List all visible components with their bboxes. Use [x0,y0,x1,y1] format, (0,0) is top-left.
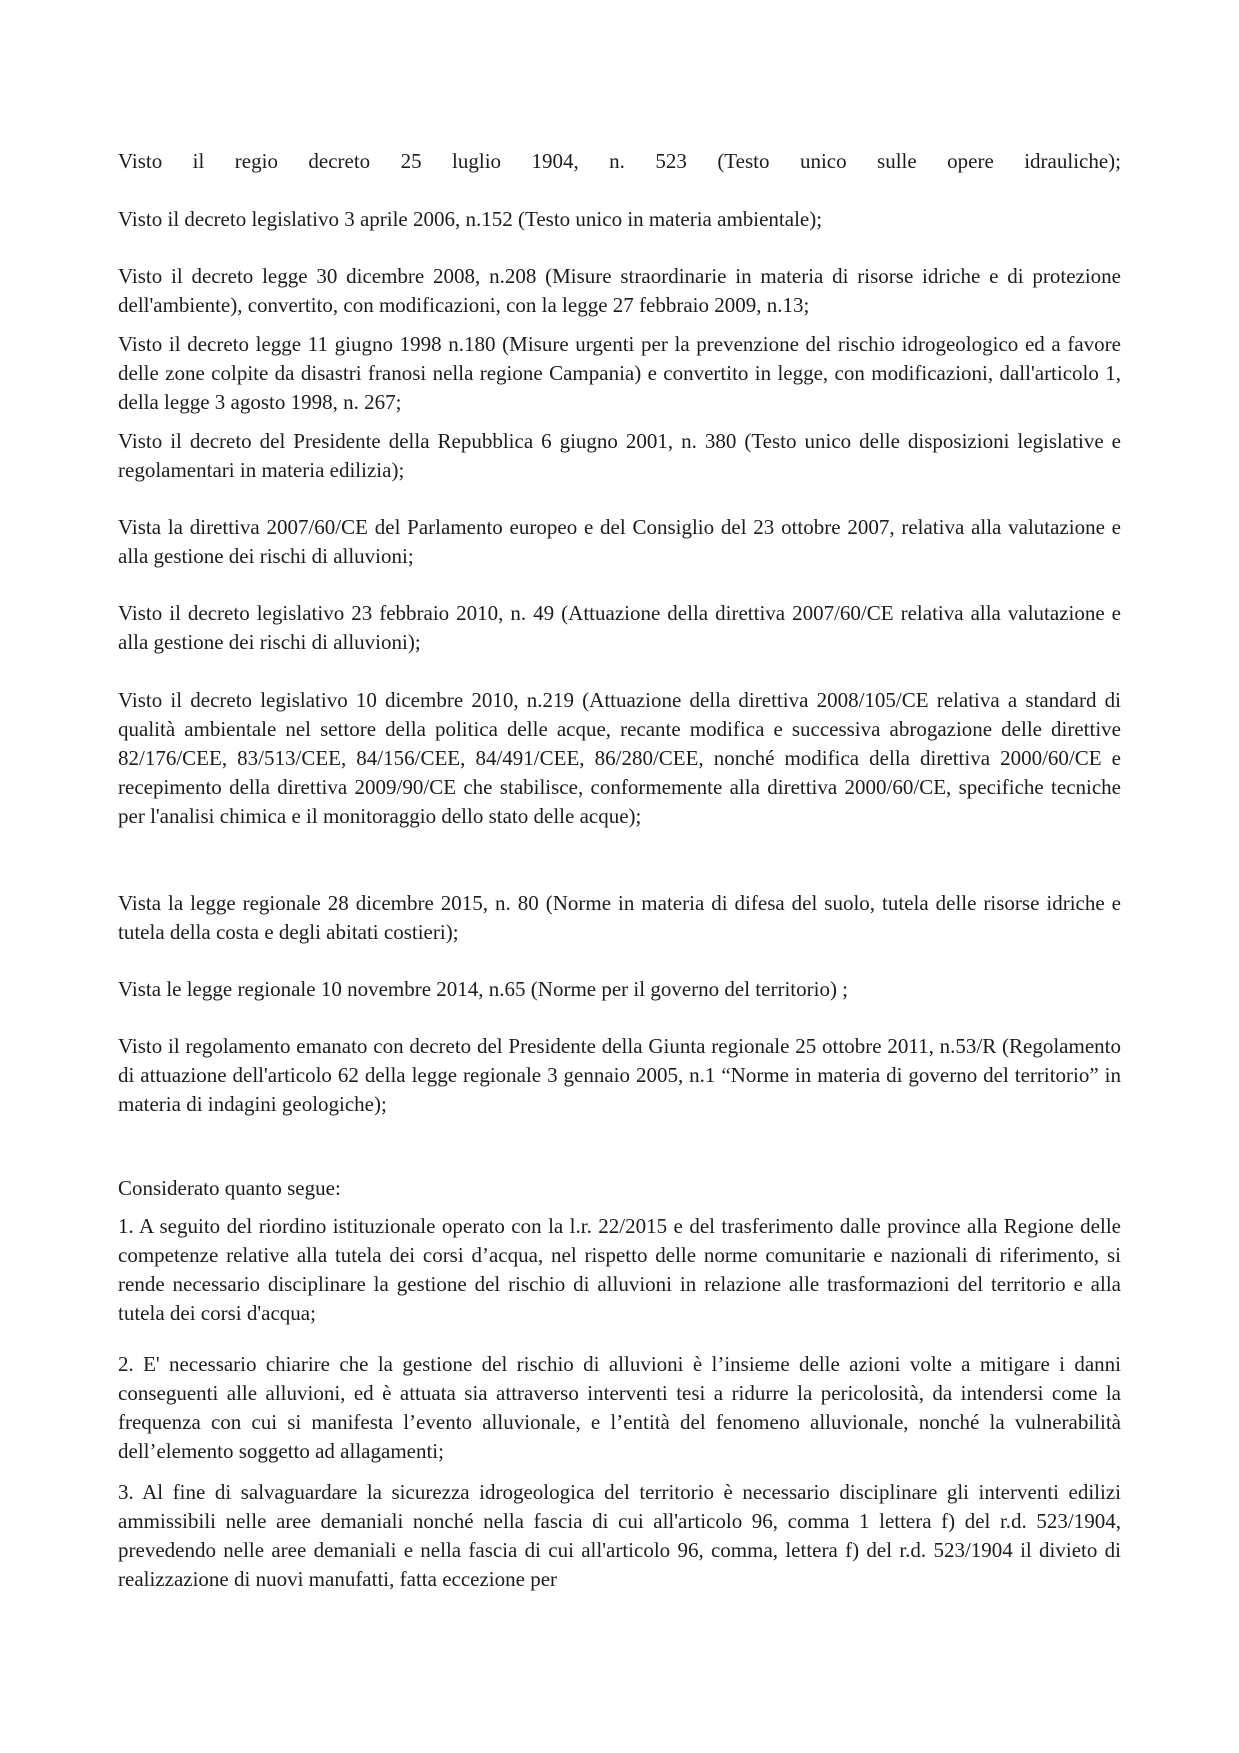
considerato-item-1: 1. A seguito del riordino istituzionale operato con la l.r. 22/2015 e del trasferimento dalle province alla Regione delle competenze relative alla tutela dei corsi d’acqua, nel rispetto delle norme comunitarie e nazionali di riferimento, si rende necessario disciplinare la gestione del rischio di alluvioni in relazione alle trasformazioni del territorio e alla tutela dei corsi d'acqua; [118,1214,1121,1325]
paragraph-dlgs-49-2010: Visto il decreto legislativo 23 febbraio 2010, n. 49 (Attuazione della direttiva 2007/60/CE relativa alla valutazione e alla gestione dei rischi di alluvioni); [118,601,1121,654]
paragraph-regolamento-53r: Visto il regolamento emanato con decreto del Presidente della Giunta regionale 25 ottobre 2011, n.53/R (Regolamento di attuazione dell'articolo 62 della legge regionale 3 gennaio 2005, n.1 “Norme in materia di governo del territorio” in materia di indagini geologiche); [118,1034,1121,1116]
paragraph-dl-180-1998: Visto il decreto legge 11 giugno 1998 n.180 (Misure urgenti per la prevenzione del rischio idrogeologico ed a favore delle zone colpite da disastri franosi nella regione Campania) e convertito in legge, con modificazioni, dall'articolo 1, della legge 3 agosto 1998, n. 267; [118,332,1121,414]
paragraph-lr-80-2015: Vista la legge regionale 28 dicembre 2015, n. 80 (Norme in materia di difesa del suolo, tutela delle risorse idriche e tutela della costa e degli abitati costieri); [118,891,1121,944]
considerato-heading: Considerato quanto segue: [118,1176,341,1200]
paragraph-dpr-380-2001: Visto il decreto del Presidente della Repubblica 6 giugno 2001, n. 380 (Testo unico delle disposizioni legislative e regolamentari in materia edilizia); [118,429,1121,482]
considerato-item-3: 3. Al fine di salvaguardare la sicurezza idrogeologica del territorio è necessario disciplinare gli interventi edilizi ammissibili nelle aree demaniali nonché nella fascia di cui all'articolo 96, comma 1 lettera f) del r.d. 523/1904, prevedendo nelle aree demaniali e nella fascia di cui all'articolo 96, comma, lettera f) del r.d. 523/1904 il divieto di realizzazione di nuovi manufatti, fatta eccezione per [118,1480,1121,1591]
paragraph-regio-decreto-1904: Visto il regio decreto 25 luglio 1904, n. 523 (Testo unico sulle opere idrauliche); [118,149,1121,173]
paragraph-direttiva-2007-60: Vista la direttiva 2007/60/CE del Parlamento europeo e del Consiglio del 23 ottobre 2007, relativa alla valutazione e alla gestione dei rischi di alluvioni; [118,515,1121,568]
paragraph-lr-65-2014: Vista le legge regionale 10 novembre 2014, n.65 (Norme per il governo del territorio) ; [118,977,849,1001]
paragraph-dlgs-152-2006: Visto il decreto legislativo 3 aprile 2006, n.152 (Testo unico in materia ambientale); [118,207,823,231]
paragraph-dlgs-219-2010: Visto il decreto legislativo 10 dicembre 2010, n.219 (Attuazione della direttiva 2008/105/CE relativa a standard di qualità ambientale nel settore della politica delle acque, recante modifica e successiva abrogazione delle direttive 82/176/CEE, 83/513/CEE, 84/156/CEE, 84/491/CEE, 86/280/CEE, nonché modifica della direttiva 2000/60/CE e recepimento della direttiva 2009/90/CE che stabilisce, conformemente alla direttiva 2000/60/CE, specifiche tecniche per l'analisi chimica e il monitoraggio dello stato delle acque); [118,688,1121,828]
considerato-item-2: 2. E' necessario chiarire che la gestione del rischio di alluvioni è l’insieme delle azioni volte a mitigare i danni conseguenti alle alluvioni, ed è attuata sia attraverso interventi tesi a ridurre la pericolosità, da intendersi come la frequenza con cui si manifesta l’evento alluvionale, e l’entità del fenomeno alluvionale, nonché la vulnerabilità dell’elemento soggetto ad allagamenti; [118,1352,1121,1463]
paragraph-dl-208-2008: Visto il decreto legge 30 dicembre 2008, n.208 (Misure straordinarie in materia di risorse idriche e di protezione dell'ambiente), convertito, con modificazioni, con la legge 27 febbraio 2009, n.13; [118,264,1121,317]
